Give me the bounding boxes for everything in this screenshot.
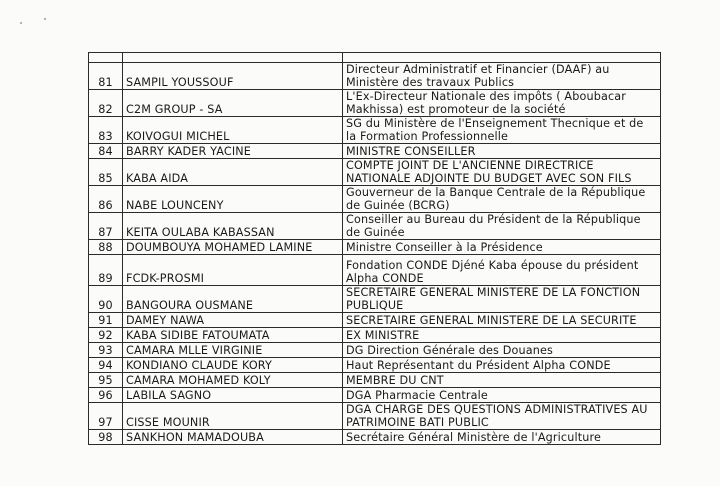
table-cell-name: BARRY KADER YACINE [123,144,343,159]
table-cell-number: 85 [89,159,123,186]
table-row [89,159,661,186]
table-cell-name: FCDK-PROSMI [123,255,343,286]
table-cell-name: CAMARA MOHAMED KOLY [123,373,343,388]
table-cell-number: 91 [89,313,123,328]
table-cell-name: NABE LOUNCENY [123,186,343,213]
table-cell-name [123,53,343,63]
table-row [89,403,661,430]
table-row [89,255,661,286]
table-row [89,343,661,358]
scan-speck [44,18,46,20]
table-cell-role: EX MINISTRE [343,328,661,343]
table-cell-name: SAMPIL YOUSSOUF [123,63,343,90]
table-cell-name: KOIVOGUI MICHEL [123,117,343,144]
scan-speck [20,22,22,24]
table-row-cut [89,53,661,63]
table-cell-number: 98 [89,430,123,445]
table-cell-role: COMPTE JOINT DE L'ANCIENNE DIRECTRICE NATIONALE ADJOINTE DU BUDGET AVEC SON FILS [343,159,661,186]
table-row [89,313,661,328]
table-cell-role: MEMBRE DU CNT [343,373,661,388]
table-row [89,430,661,445]
table-cell-number: 81 [89,63,123,90]
table-row [89,328,661,343]
table-cell-name: DAMEY NAWA [123,313,343,328]
table-cell-name: C2M GROUP - SA [123,90,343,117]
table-cell-number: 95 [89,373,123,388]
table-cell-role [343,53,661,63]
table-cell-role: DGA Pharmacie Centrale [343,388,661,403]
table-row [89,90,661,117]
table-cell-name: DOUMBOUYA MOHAMED LAMINE [123,240,343,255]
table-cell-number: 93 [89,343,123,358]
table-row [89,186,661,213]
table-cell-number: 86 [89,186,123,213]
table-cell-role: Secrétaire Général Ministère de l'Agriculture [343,430,661,445]
table-cell-role: Ministre Conseiller à la Présidence [343,240,661,255]
table-cell-number: 84 [89,144,123,159]
table-cell-role: Conseiller au Bureau du Président de la République de Guinée [343,213,661,240]
table-cell-name: LABILA SAGNO [123,388,343,403]
table-row [89,144,661,159]
table-cell-role: Haut Représentant du Président Alpha CONDE [343,358,661,373]
table-cell-number [89,53,123,63]
table-cell-name: KEITA OULABA KABASSAN [123,213,343,240]
table-cell-name: KABA SIDIBE FATOUMATA [123,328,343,343]
table-row [89,240,661,255]
table-row [89,373,661,388]
table-cell-role: MINISTRE CONSEILLER [343,144,661,159]
table-cell-name: CISSE MOUNIR [123,403,343,430]
table-cell-role: Fondation CONDE Djéné Kaba épouse du président Alpha CONDE [343,255,661,286]
table-cell-role: DG Direction Générale des Douanes [343,343,661,358]
table-cell-name: SANKHON MAMADOUBA [123,430,343,445]
table-cell-number: 82 [89,90,123,117]
table-cell-number: 87 [89,213,123,240]
table-row [89,286,661,313]
persons-table-body [89,53,661,445]
table-cell-role: Directeur Administratif et Financier (DAAF) au Ministère des travaux Publics [343,63,661,90]
table-cell-role: SECRETAIRE GENERAL MINISTERE DE LA SECURITE [343,313,661,328]
table-cell-number: 89 [89,255,123,286]
table-cell-name: BANGOURA OUSMANE [123,286,343,313]
table-cell-role: DGA CHARGE DES QUESTIONS ADMINISTRATIVES AU PATRIMOINE BATI PUBLIC [343,403,661,430]
table-cell-role: L'Ex-Directeur Nationale des impôts ( Aboubacar Makhissa) est promoteur de la société [343,90,661,117]
table-row [89,213,661,240]
table-cell-number: 88 [89,240,123,255]
table-cell-number: 97 [89,403,123,430]
persons-table [88,52,661,445]
table-cell-number: 94 [89,358,123,373]
table-cell-number: 83 [89,117,123,144]
table-cell-name: KABA AIDA [123,159,343,186]
table-cell-role: Gouverneur de la Banque Centrale de la République de Guinée (BCRG) [343,186,661,213]
table-cell-number: 92 [89,328,123,343]
table-cell-number: 90 [89,286,123,313]
table-cell-name: KONDIANO CLAUDE KORY [123,358,343,373]
table-cell-number: 96 [89,388,123,403]
table-row [89,63,661,90]
table-cell-name: CAMARA MLLE VIRGINIE [123,343,343,358]
table-row [89,388,661,403]
table-cell-role: SG du Ministère de l'Enseignement Thecnique et de la Formation Professionnelle [343,117,661,144]
table-row [89,117,661,144]
table-row [89,358,661,373]
table-cell-role: SECRETAIRE GENERAL MINISTERE DE LA FONCTION PUBLIQUE [343,286,661,313]
